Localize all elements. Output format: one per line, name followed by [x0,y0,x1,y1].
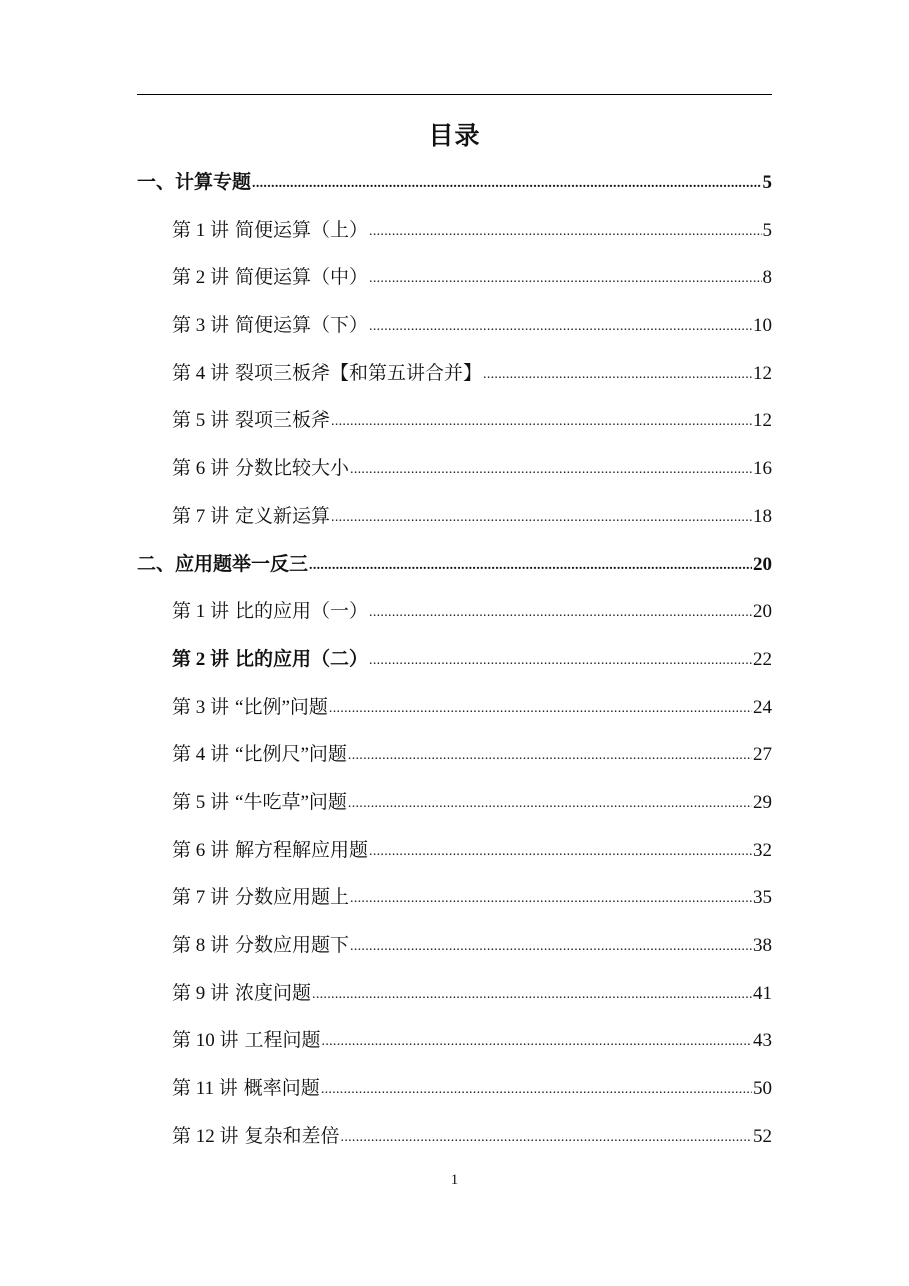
toc-entry-page: 38 [753,935,772,956]
toc-entry-label: 比的应用（一） [235,601,369,623]
toc-leader-dots [341,1118,752,1158]
toc-entry-label: 简便运算（中） [235,267,369,289]
toc-entry-page: 50 [753,1078,772,1100]
toc-leader-dots [369,641,752,681]
toc-leader-dots [312,975,752,1015]
toc-entry-page: 18 [753,505,772,527]
toc-entry[interactable] [137,783,772,831]
toc-entry-number: 第 6 讲 [172,839,230,861]
toc-entry-number: 第 7 讲 [172,887,230,909]
toc-entry[interactable] [137,1117,772,1165]
toc-entry-number: 第 3 讲 [172,696,230,718]
toc-entry-number: 第 4 讲 [172,744,230,766]
toc-leader-dots [331,498,752,538]
header-rule [137,94,772,95]
toc-entry-number: 第 7 讲 [172,505,230,527]
toc-entry-page: 22 [753,648,772,670]
toc-entry[interactable] [137,354,772,402]
toc-entry-label: 分数应用题上 [235,887,350,909]
toc-entry-number: 第 10 讲 [172,1030,239,1052]
toc-entry-page: 41 [753,982,772,1004]
toc-entry-label: 一、计算专题 [137,172,252,193]
toc-title: 目录 [428,121,481,150]
toc-leader-dots [329,689,752,729]
toc-leader-dots [369,832,752,872]
toc-entry-page: 20 [753,601,772,623]
toc-leader-dots [252,164,761,204]
toc-entry-page: 10 [753,315,772,337]
toc-entry-number: 第 4 讲 [172,362,230,384]
toc-entry[interactable] [137,1069,772,1117]
toc-leader-dots [348,784,752,824]
toc-leader-dots [331,402,752,442]
toc-entry[interactable] [137,1021,772,1069]
toc-leader-dots [369,259,761,299]
toc-entry-number: 第 5 讲 [172,791,230,813]
toc-entry[interactable] [137,306,772,354]
toc-entry-page: 29 [753,791,772,813]
page-number: 1 [450,1172,459,1188]
toc-leader-dots [350,879,752,919]
toc-entry-page: 20 [753,553,772,575]
toc-section-word-problems[interactable] [137,545,772,593]
toc-entry-label: “牛吃草”问题 [235,791,347,813]
toc-entry[interactable] [137,592,772,640]
toc-entry-label: 简便运算（上） [235,219,369,241]
toc-entry-number: 第 2 讲 [172,267,230,289]
toc-entry[interactable] [137,974,772,1022]
toc-entry[interactable] [137,211,772,259]
toc-entry-number: 第 5 讲 [172,410,230,432]
toc-entry-label: 浓度问题 [235,982,312,1004]
toc-entry-page: 8 [762,267,772,289]
toc-entry-label: 工程问题 [244,1030,321,1052]
toc-entry-page: 35 [753,887,772,909]
toc-entry-number: 第 1 讲 [172,601,230,623]
toc-entry[interactable] [137,640,772,688]
toc-entry-label: 定义新运算 [235,505,331,527]
toc-entry-label: “比例”问题 [235,696,328,718]
toc-leader-dots [350,927,752,967]
toc-entry-page: 52 [753,1125,772,1147]
toc-leader-dots [350,450,752,490]
toc-entry-label: 裂项三板斧【和第五讲合并】 [235,362,483,384]
toc-entry-label: 分数比较大小 [235,458,350,480]
toc-entry-page: 16 [753,458,772,480]
toc-entry[interactable] [137,497,772,545]
toc-entry-number: 第 2 讲 [172,648,230,670]
toc-entry-number: 第 9 讲 [172,982,230,1004]
toc-entry-label: 二、应用题举一反三 [137,553,309,575]
toc-leader-dots [321,1070,752,1110]
table-of-contents [137,163,772,1164]
toc-leader-dots [483,355,752,395]
toc-entry-label: 比的应用（二） [235,648,369,670]
toc-entry-label: “比例尺”问题 [235,744,347,766]
toc-entry-label: 分数应用题下 [235,935,350,956]
toc-entry-label: 概率问题 [243,1078,320,1100]
toc-entry-label: 裂项三板斧 [235,410,331,432]
toc-entry-number: 第 11 讲 [172,1078,238,1100]
toc-entry-number: 第 6 讲 [172,458,230,480]
toc-leader-dots [322,1022,752,1062]
toc-entry-page: 27 [753,744,772,766]
toc-entry-number: 第 3 讲 [172,315,230,337]
toc-entry-label: 复杂和差倍 [244,1125,340,1147]
toc-entry[interactable] [137,401,772,449]
toc-entry[interactable] [137,258,772,306]
toc-leader-dots [369,593,752,633]
toc-entry[interactable] [137,449,772,497]
toc-entry[interactable] [137,735,772,783]
toc-entry-page: 5 [762,219,772,241]
toc-entry[interactable] [137,688,772,736]
toc-section-computation[interactable] [137,163,772,211]
toc-entry-number: 第 1 讲 [172,219,230,241]
toc-entry-page: 43 [753,1030,772,1052]
toc-entry[interactable] [137,831,772,879]
toc-entry[interactable] [137,878,772,926]
toc-leader-dots [369,307,752,347]
toc-entry-page: 5 [762,172,772,193]
toc-entry-number: 第 12 讲 [172,1125,239,1147]
toc-entry-label: 解方程解应用题 [235,839,369,861]
toc-entry-number: 第 8 讲 [172,935,230,956]
toc-entry-page: 12 [753,410,772,432]
toc-entry-page: 32 [753,839,772,861]
toc-leader-dots [369,212,761,252]
toc-entry-page: 12 [753,362,772,384]
toc-entry[interactable] [137,926,772,974]
toc-leader-dots [309,546,752,586]
toc-entry-label: 简便运算（下） [235,315,369,337]
toc-leader-dots [348,736,752,776]
toc-entry-page: 24 [753,696,772,718]
